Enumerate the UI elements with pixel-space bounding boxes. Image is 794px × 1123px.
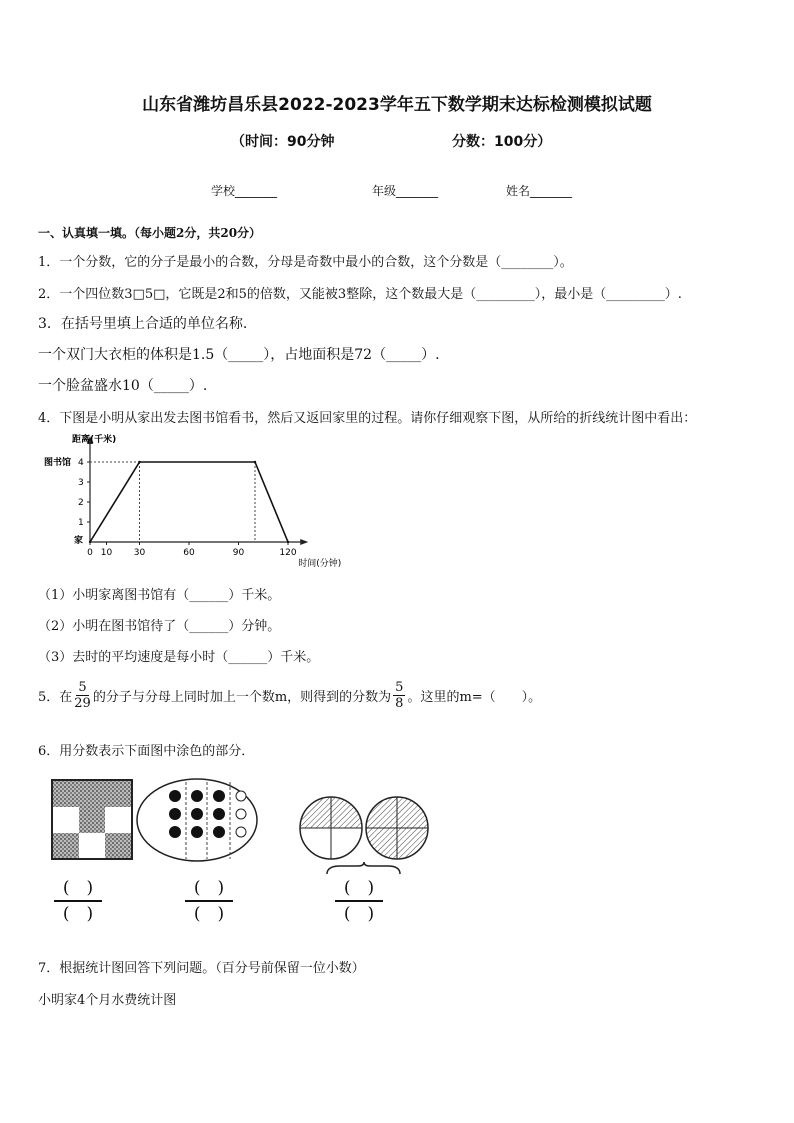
school-field[interactable]: 学校_______ — [211, 184, 278, 198]
name-field[interactable]: 姓名_______ — [506, 184, 573, 198]
question-3-stem: 3．在括号里填上合适的单位名称. — [38, 316, 248, 332]
data-point — [138, 461, 140, 463]
question-5-mid: 的分子与分母上同时加上一个数m，则得到的分数为 — [92, 690, 392, 705]
answer-numerator: ( ) — [343, 878, 375, 898]
question-7-stem: 7．根据统计图回答下列问题。（百分号前保留一位小数） — [38, 961, 365, 976]
x-axis-label: 时间(分钟) — [298, 559, 342, 569]
question-7-chart-title: 小明家4个月水费统计图 — [38, 993, 177, 1008]
x-tick-label: 30 — [133, 548, 146, 558]
answer-numerator: ( ) — [62, 878, 94, 898]
fraction-numerator: 5 — [78, 680, 87, 695]
fraction-5-29 — [74, 680, 91, 711]
time-info: （时间：90分钟 — [231, 134, 335, 150]
data-point — [89, 541, 91, 543]
question-6-figures — [40, 770, 450, 880]
circles-figure — [300, 797, 428, 874]
question-5-post: 。这里的m=（ ）。 — [407, 690, 542, 705]
distance-series-line — [90, 462, 288, 542]
question-5-pre: 5．在 — [38, 690, 73, 705]
y-axis-label: 距离(千米) — [72, 435, 117, 445]
x-tick-label: 10 — [100, 548, 113, 558]
grade-field[interactable]: 年级_______ — [372, 184, 439, 198]
y-tick-label: 2 — [78, 498, 84, 508]
checker-square-figure — [52, 780, 132, 859]
x-axis-arrow — [300, 539, 308, 545]
y-tick-label: 4 — [78, 458, 84, 468]
answer-denominator: ( ) — [343, 904, 375, 924]
question-6-stem: 6．用分数表示下面图中涂色的部分． — [38, 744, 255, 759]
fraction-numerator: 5 — [395, 680, 404, 695]
question-4-sub-2: （2）小明在图书馆待了（______）分钟。 — [38, 619, 281, 634]
distance-time-chart — [38, 430, 342, 570]
score-info: 分数：100分） — [452, 134, 552, 150]
question-1: 1．一个分数，它的分子是最小的合数，分母是奇数中最小的合数，这个分数是（________）。 — [38, 255, 573, 270]
y-tick-label: 1 — [78, 518, 84, 528]
section-heading: 一、认真填一填。（每小题2分，共20分） — [38, 226, 262, 240]
answer-denominator: ( ) — [62, 904, 94, 924]
x-tick-label: 120 — [279, 548, 297, 558]
data-point — [254, 461, 256, 463]
fraction-denominator: 29 — [74, 696, 91, 711]
answer-fraction-2[interactable] — [185, 878, 233, 924]
page-title: 山东省潍坊昌乐县2022-2023学年五下数学期末达标检测模拟试题 — [142, 95, 652, 115]
y-label-home: 家 — [74, 536, 84, 546]
fraction-bar — [54, 900, 102, 902]
fraction-denominator: 8 — [395, 696, 404, 711]
question-5 — [38, 680, 541, 711]
answer-denominator: ( ) — [193, 904, 225, 924]
question-4-sub-3: （3）去时的平均速度是每小时（______）千米。 — [38, 650, 320, 665]
x-tick-label: 60 — [183, 548, 195, 558]
question-2: 2．一个四位数3□5□，它既是2和5的倍数，又能被3整除，这个数最大是（_________），最小是（_________）. — [38, 287, 682, 302]
oval-dots-figure — [137, 779, 257, 861]
fraction-bar — [335, 900, 383, 902]
answer-numerator: ( ) — [193, 878, 225, 898]
y-label-library: 图书馆 — [44, 458, 72, 468]
x-tick-label: 0 — [87, 548, 93, 558]
question-3-line-2: 一个脸盆盛水10（_____）. — [38, 378, 208, 394]
y-tick-label: 3 — [78, 478, 84, 488]
question-3-line-1: 一个双门大衣柜的体积是1.5（_____），占地面积是72（_____）. — [38, 347, 440, 363]
fraction-bar — [185, 900, 233, 902]
data-point — [287, 541, 289, 543]
question-4-sub-1: （1）小明家离图书馆有（______）千米。 — [38, 588, 281, 603]
fraction-5-8 — [393, 680, 405, 711]
answer-fraction-1[interactable] — [54, 878, 102, 924]
question-4-stem: 4．下图是小明从家出发去图书馆看书，然后又返回家里的过程。请你仔细观察下图，从所给的折线统计图中看出： — [38, 411, 697, 426]
answer-fraction-3[interactable] — [335, 878, 383, 924]
x-tick-label: 90 — [232, 548, 245, 558]
